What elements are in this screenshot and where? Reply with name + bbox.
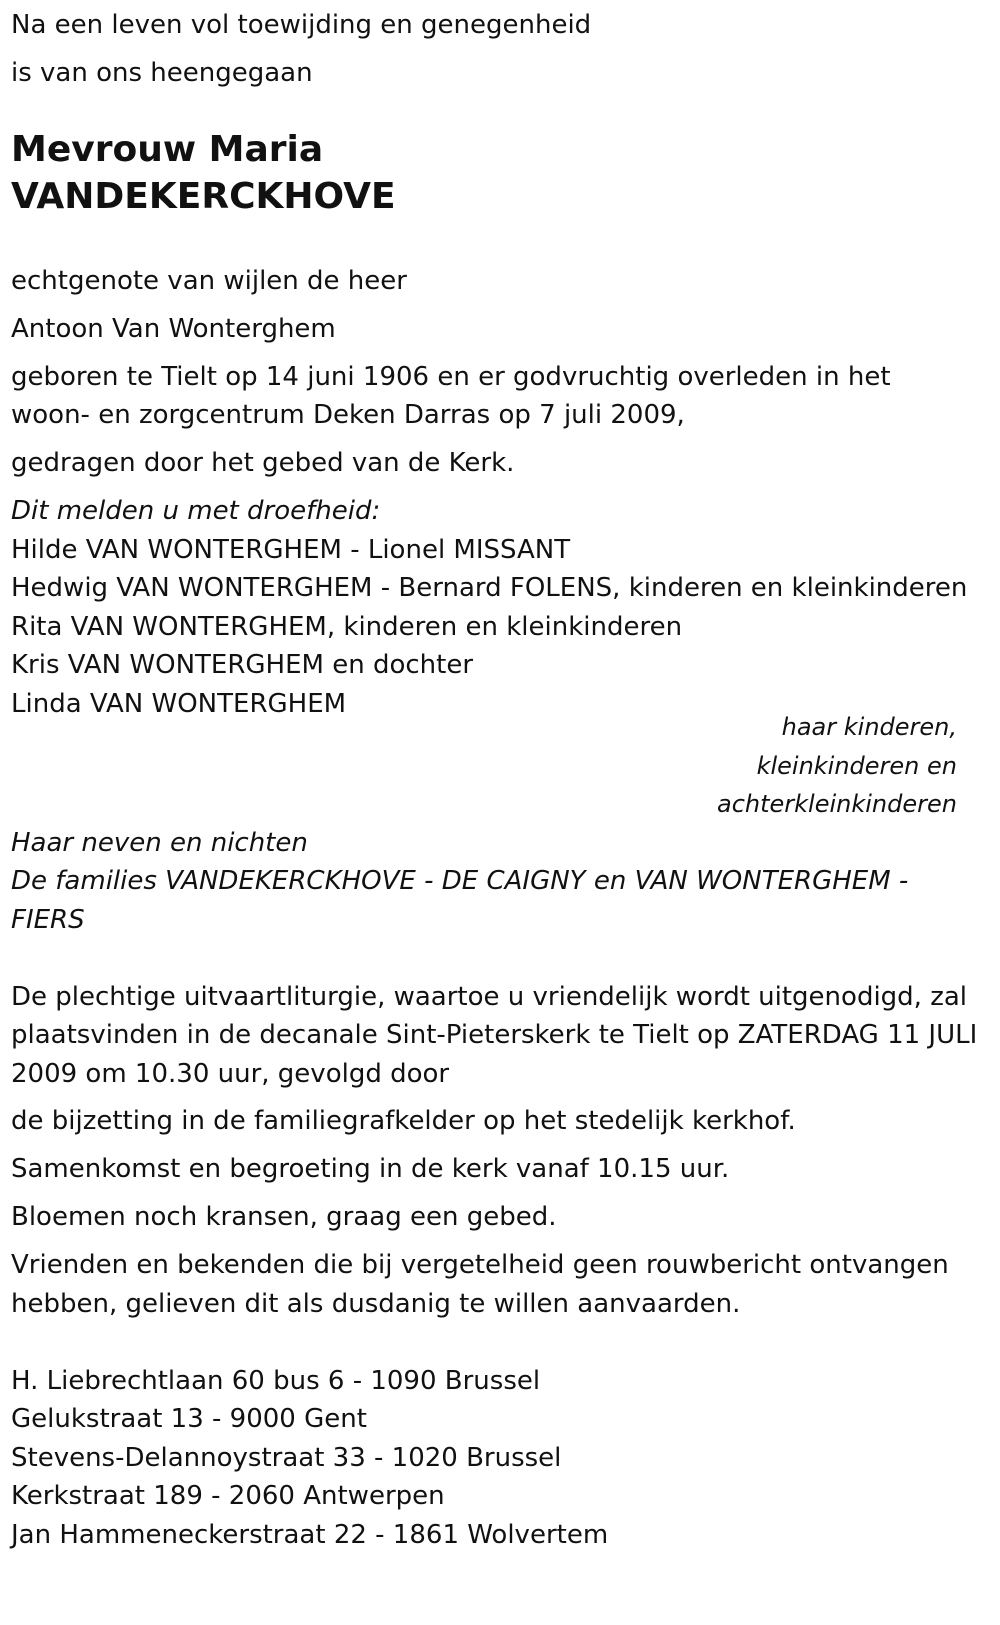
funeral-line-2: plaatsvinden in de decanale Sint-Pieterskerk te Tielt op ZATERDAG 11 JULI [11, 1020, 978, 1050]
funeral-line-6: Bloemen noch kransen, graag een gebed. [11, 1202, 557, 1232]
mourner-name: Rita VAN WONTERGHEM, kinderen en kleinkinderen [11, 612, 683, 642]
intro-line-2: is van ons heengegaan [11, 58, 313, 88]
relatives-line-3: FIERS [11, 905, 85, 935]
funeral-line-4: de bijzetting in de familiegrafkelder op het stedelijk kerkhof. [11, 1106, 796, 1136]
intro-line-1: Na een leven vol toewijding en genegenheid [11, 10, 592, 40]
birth-death-line-3: gedragen door het gebed van de Kerk. [11, 448, 515, 478]
relatives-line-2: De families VANDEKERCKHOVE - DE CAIGNY en VAN WONTERGHEM - [11, 866, 909, 896]
funeral-line-3: 2009 om 10.30 uur, gevolgd door [11, 1059, 450, 1089]
mourner-name: Kris VAN WONTERGHEM en dochter [11, 650, 474, 680]
deceased-name-line-1: Mevrouw Maria [11, 129, 324, 170]
deceased-name-line-2: VANDEKERCKHOVE [11, 176, 396, 217]
funeral-line-5: Samenkomst en begroeting in de kerk vanaf 10.15 uur. [11, 1154, 730, 1184]
address-line: Stevens-Delannoystraat 33 - 1020 Brussel [11, 1443, 562, 1473]
mourners-heading: Dit melden u met droefheid: [11, 496, 381, 526]
birth-death-line-1: geboren te Tielt op 14 juni 1906 en er godvruchtig overleden in het [11, 362, 891, 392]
address-line: H. Liebrechtlaan 60 bus 6 - 1090 Brussel [11, 1366, 541, 1396]
funeral-line-7: Vrienden en bekenden die bij vergetelheid geen rouwbericht ontvangen [11, 1250, 949, 1280]
spouse-line-1: echtgenote van wijlen de heer [11, 266, 407, 296]
funeral-line-1: De plechtige uitvaartliturgie, waartoe u vriendelijk wordt uitgenodigd, zal [11, 982, 968, 1012]
address-line: Kerkstraat 189 - 2060 Antwerpen [11, 1481, 445, 1511]
mourner-name: Linda VAN WONTERGHEM [11, 689, 347, 719]
relation-line: haar kinderen, [781, 713, 957, 741]
relation-line: achterkleinkinderen [717, 790, 957, 818]
mourner-name: Hedwig VAN WONTERGHEM - Bernard FOLENS, kinderen en kleinkinderen [11, 573, 968, 603]
address-line: Gelukstraat 13 - 9000 Gent [11, 1404, 367, 1434]
birth-death-line-2: woon- en zorgcentrum Deken Darras op 7 juli 2009, [11, 400, 685, 430]
relation-line: kleinkinderen en [756, 752, 957, 780]
mourner-name: Hilde VAN WONTERGHEM - Lionel MISSANT [11, 535, 571, 565]
relatives-line-1: Haar neven en nichten [11, 828, 308, 858]
funeral-line-8: hebben, gelieven dit als dusdanig te willen aanvaarden. [11, 1289, 741, 1319]
spouse-line-2: Antoon Van Wonterghem [11, 314, 336, 344]
address-line: Jan Hammeneckerstraat 22 - 1861 Wolvertem [11, 1520, 609, 1550]
